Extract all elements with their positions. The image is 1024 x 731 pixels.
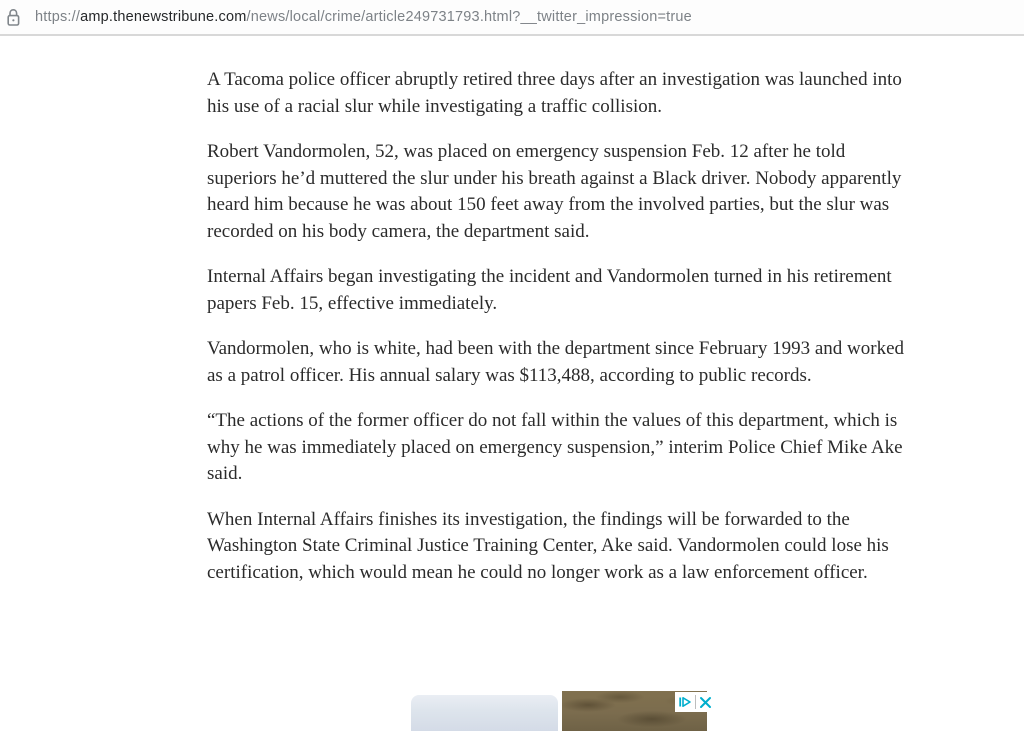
article-paragraph: When Internal Affairs finishes its investigation, the findings will be forwarded to the Washington State Criminal Justice Training Center, Ake said. Vandormolen could lose his certification, which would mean he could no longer work as a law enforcement officer. (207, 508, 889, 583)
article-body (207, 38, 912, 605)
adchoices-triangle-icon[interactable] (678, 695, 692, 709)
article-paragraph: “The actions of the former officer do not fall within the values of this department, which is why he was immediately placed on emergency suspension,” interim Police Chief Mike Ake said. (207, 410, 903, 484)
browser-url-bar[interactable] (0, 0, 1024, 36)
ad-creative-left-panel[interactable] (411, 695, 558, 731)
close-x-icon[interactable] (699, 696, 712, 709)
article-paragraph: Internal Affairs began investigating the incident and Vandormolen turned in his retirement papers Feb. 15, effective immediately. (207, 266, 892, 314)
url-text[interactable] (35, 9, 692, 25)
url-path: /news/local/crime/article249731793.html?__twitter_impression=true (246, 9, 692, 25)
ad-controls (675, 692, 714, 712)
ad-banner[interactable] (411, 691, 707, 731)
article-paragraph: A Tacoma police officer abruptly retired three days after an investigation was launched into his use of a racial slur while investigating a traffic collision. (207, 69, 902, 117)
article-paragraph: Vandormolen, who is white, had been with the department since February 1993 and worked as a patrol officer. His annual salary was $113,488, according to public records. (207, 338, 905, 386)
url-domain: amp.thenewstribune.com (80, 9, 247, 25)
article-paragraph: Robert Vandormolen, 52, was placed on emergency suspension Feb. 12 after he told superiors he’d muttered the slur under his breath against a Black driver. Nobody apparently heard him because he was about 150 feet away from the involved parties, but the slur was recorded on his body camera, the department said. (207, 141, 902, 242)
ad-icon-separator (695, 695, 696, 709)
url-scheme: https:// (35, 9, 81, 25)
lock-icon[interactable] (5, 8, 21, 27)
